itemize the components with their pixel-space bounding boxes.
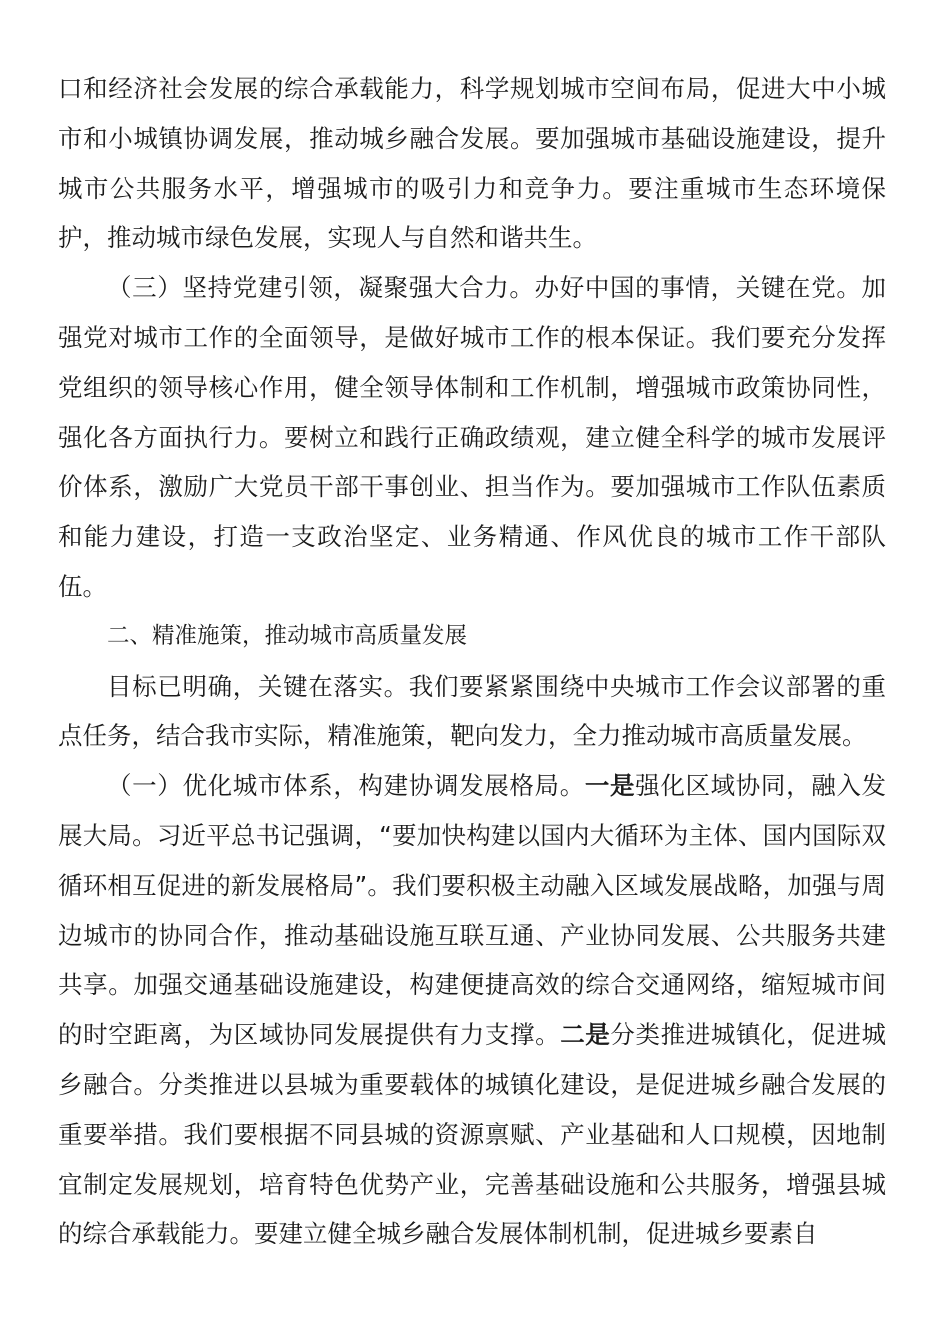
paragraph-party-leadership: （三）坚持党建引领，凝聚强大合力。办好中国的事情，关键在党。加强党对城市工作的全面领导，是做好城市工作的根本保证。我们要充分发挥党组织的领导核心作用，健全领导体制和工作机制，增强城市政策协同性，强化各方面执行力。要树立和践行正确政绩观，建立健全科学的城市发展评价体系，激励广大党员干部干事创业、担当作为。要加强城市工作队伍素质和能力建设，打造一支政治坚定、业务精通、作风优良的城市工作干部队伍。: [58, 273, 886, 601]
point-two-label: 二是: [560, 1020, 611, 1050]
subsection-title: （一）优化城市体系，构建协调发展格局。: [107, 771, 585, 801]
paragraph-capacity: 口和经济社会发展的综合承载能力，科学规划城市空间布局，促进大中小城市和小城镇协调发展，推动城乡融合发展。要加强城市基础设施建设，提升城市公共服务水平，增强城市的吸引力和竞争力。要注重城市生态环境保护，推动城市绿色发展，实现人与自然和谐共生。: [58, 74, 886, 253]
point-one-label: 一是: [584, 771, 636, 801]
document-page: [58, 64, 886, 1259]
section-heading-2: 二、精准施策，推动城市高质量发展: [107, 622, 468, 649]
paragraph-city-system: [58, 761, 886, 1259]
point-two-text: 分类推进城镇化，促进城乡融合。分类推进以县城为重要载体的城镇化建设，是促进城乡融合发展的重要举措。我们要根据不同县城的资源禀赋、产业基础和人口规模，因地制宜制定发展规划，培育特色优势产业，完善基础设施和公共服务，增强县城的综合承载能力。要建立健全城乡融合发展体制机制，促进城乡要素自: [58, 1020, 886, 1249]
paragraph-goal: 目标已明确，关键在落实。我们要紧紧围绕中央城市工作会议部署的重点任务，结合我市实际，精准施策，靶向发力，全力推动城市高质量发展。: [58, 671, 886, 751]
point-one-text: 强化区域协同，融入发展大局。习近平总书记强调，“要加快构建以国内大循环为主体、国内国际双循环相互促进的新发展格局”。我们要积极主动融入区域发展战略，加强与周边城市的协同合作，推动基础设施互联互通、产业协同发展、公共服务共建共享。加强交通基础设施建设，构建便捷高效的综合交通网络，缩短城市间的时空距离，为区域协同发展提供有力支撑。: [58, 771, 887, 1050]
